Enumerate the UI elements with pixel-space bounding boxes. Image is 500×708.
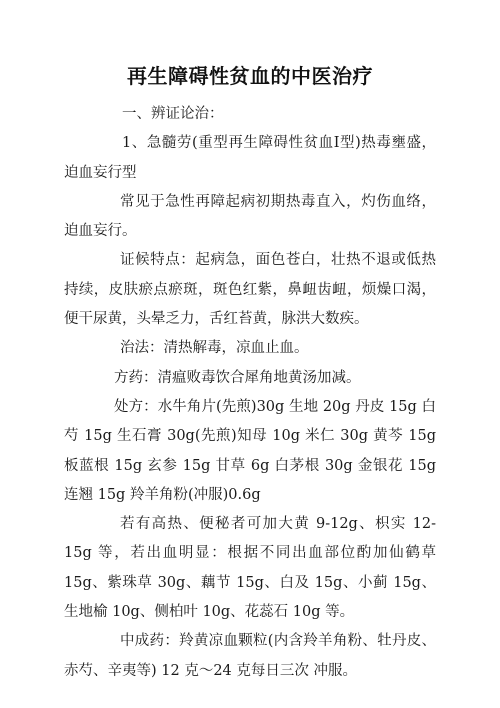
patent-medicine-paragraph: 中成药：羚黄凉血颗粒(内含羚羊角粉、牡丹皮、赤芍、辛夷等) 12 克～24 克每日三次 冲服。 <box>64 633 436 679</box>
pathogenesis-paragraph: 常见于急性再障起病初期热毒直入，灼伤血络，迫血妄行。 <box>64 193 436 240</box>
section-heading: 一、辨证论治： <box>122 106 224 122</box>
prescription-paragraph: 处方：水牛角片(先煎)30g 生地 20g 丹皮 15g 白芍 15g 生石膏 30g(先煎)知母 10g 米仁 30g 黄芩 15g 板蓝根 15g 玄参 15g 甘草 6g 白茅根 30g 金银花 15g 连翘 15g 羚羊角粉(冲服)0.6g <box>64 398 436 503</box>
subtype-heading: 1、急髓劳(重型再生障碍性贫血Ⅰ型)热毒壅盛，迫血妄行型 <box>64 135 436 181</box>
formula-paragraph: 方药：清瘟败毒饮合犀角地黄汤加减。 <box>114 369 361 386</box>
modification-paragraph: 若有高热、便秘者可加大黄 9-12g、枳实 12-15g 等，若出血明显：根据不同出血部位酌加仙鹤草 15g、紫珠草 30g、藕节 15g、白及 15g、小蓟 15g、生地榆 10g、侧柏叶 10g、花蕊石 10g 等。 <box>64 516 436 621</box>
symptoms-paragraph: 证候特点：起病急，面色苍白，壮热不退或低热持续，皮肤瘀点瘀斑，斑色红紫，鼻衄齿衄，烦燥口渴，便干尿黄，头晕乏力，舌红苔黄，脉洪大数疾。 <box>64 252 436 328</box>
treatment-principle-paragraph: 治法：清热解毒，凉血止血。 <box>120 340 309 357</box>
document-title: 再生障碍性贫血的中医治疗 <box>127 64 373 88</box>
document-body <box>64 100 436 686</box>
